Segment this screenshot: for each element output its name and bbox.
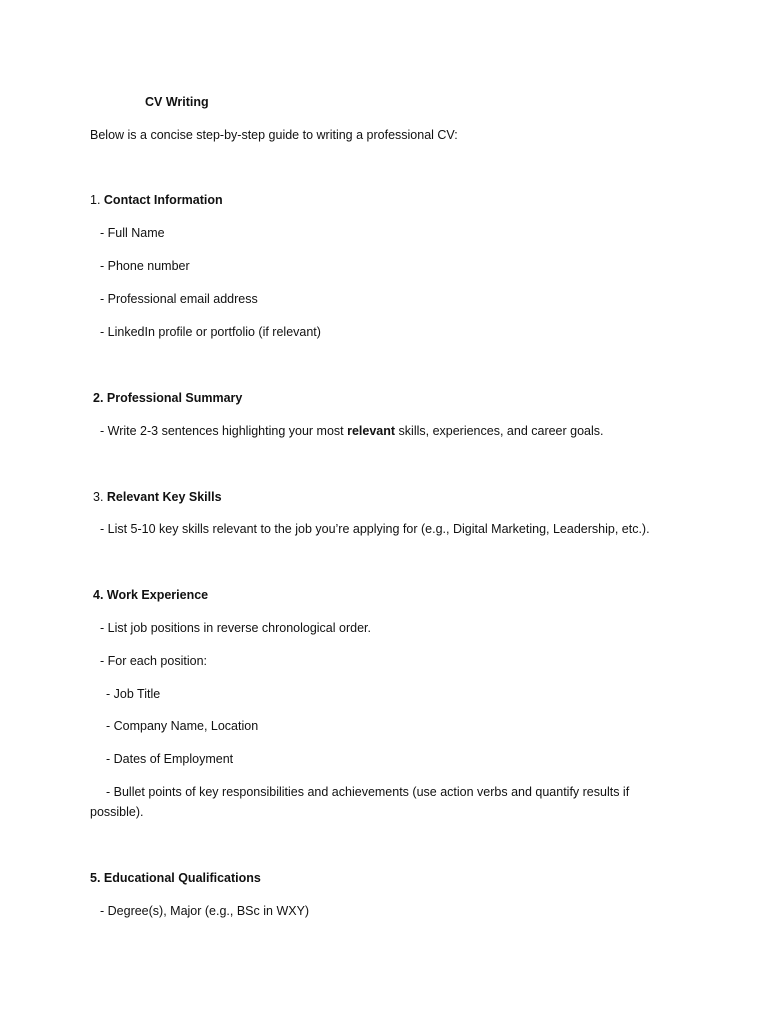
section-1-number: 1. — [90, 193, 104, 207]
section-2-number: 2. — [93, 391, 107, 405]
sub-list-item: - Dates of Employment — [106, 752, 234, 766]
section-2-title: Professional Summary — [106, 391, 243, 405]
list-item: - Full Name — [100, 226, 165, 240]
summary-text-post: skills, experiences, and career goals. — [395, 424, 604, 438]
section-1-title: Contact Information — [103, 193, 223, 207]
sub-list-item: - Job Title — [106, 687, 161, 701]
list-item: - LinkedIn profile or portfolio (if relevant) — [100, 325, 321, 339]
doc-title: CV Writing — [145, 95, 209, 109]
list-item: - Professional email address — [100, 292, 258, 306]
list-item: - Degree(s), Major (e.g., BSc in WXY) — [100, 904, 310, 918]
intro-text: Below is a concise step-by-step guide to writing a professional CV: — [90, 128, 458, 142]
sub-list-item: - Company Name, Location — [106, 719, 259, 733]
section-2-heading — [93, 390, 242, 406]
section-3-heading — [93, 489, 222, 505]
list-item — [100, 423, 604, 439]
section-3-title: Relevant Key Skills — [106, 490, 222, 504]
section-5-heading: 5. Educational Qualifications — [90, 871, 261, 885]
section-1-heading — [90, 192, 223, 208]
section-4-title: Work Experience — [106, 588, 209, 602]
summary-text-pre: - Write 2-3 sentences highlighting your most — [100, 424, 348, 438]
list-item: - Phone number — [100, 259, 190, 273]
section-4-heading — [93, 587, 208, 603]
section-3-number: 3. — [93, 490, 107, 504]
list-item: - For each position: — [100, 654, 207, 668]
list-item: - List job positions in reverse chronological order. — [100, 621, 371, 635]
section-4-number: 4. — [93, 588, 107, 602]
sub-list-item-long: - Bullet points of key responsibilities and achievements (use action verbs and quantify results if possible). — [90, 785, 630, 819]
list-item: - List 5-10 key skills relevant to the job you’re applying for (e.g., Digital Marketing, Leadership, etc.). — [100, 522, 650, 536]
summary-text-bold: relevant — [347, 424, 396, 438]
